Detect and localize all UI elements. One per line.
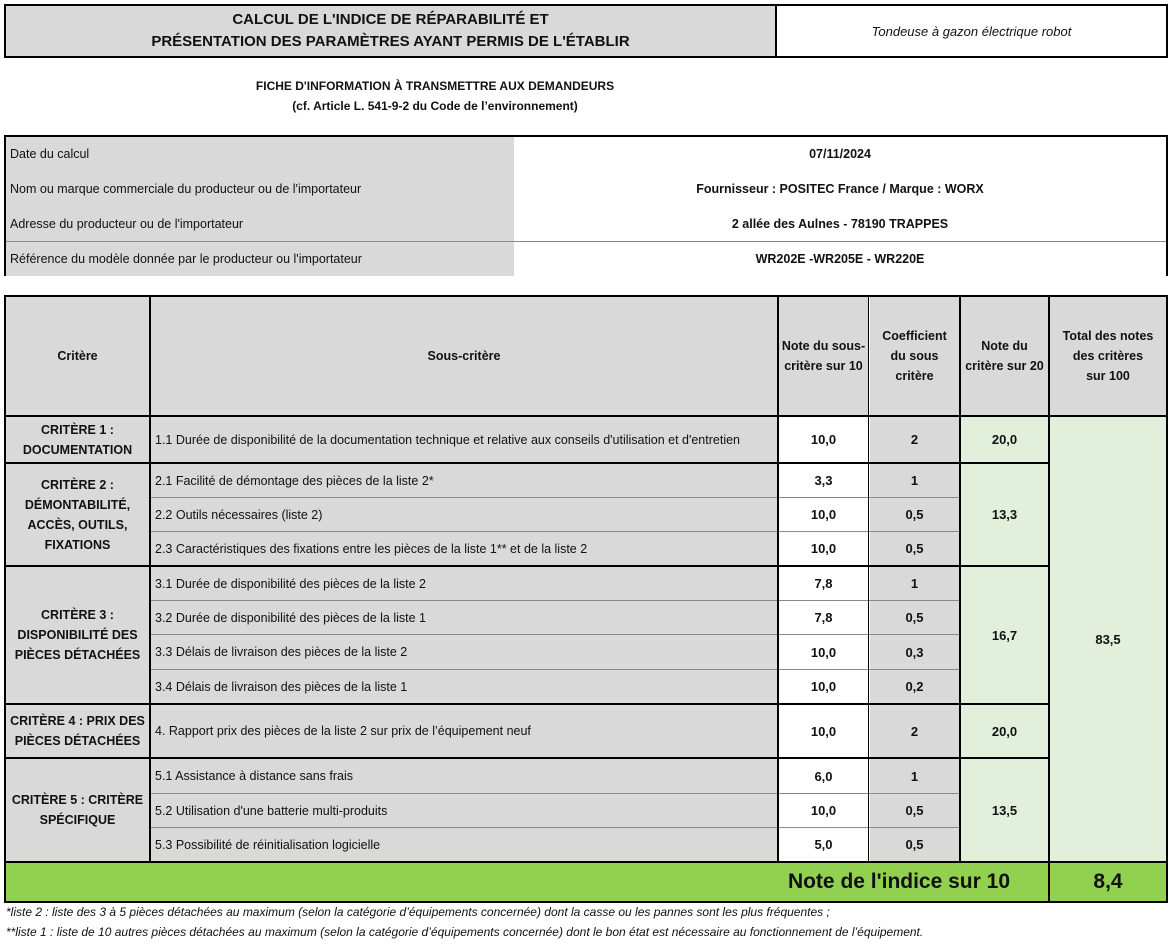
- subcriterion-coefficient: 0,5: [870, 601, 959, 634]
- total-score: 83,5: [1050, 417, 1166, 861]
- producer-info-table: [4, 135, 1168, 276]
- repairability-score-table: [4, 295, 1168, 903]
- subcriterion-coefficient: 0,3: [870, 635, 959, 669]
- criterion-4-label: [6, 705, 149, 757]
- header-criterion-score: [961, 297, 1048, 415]
- header-text: Note du: [981, 339, 1028, 353]
- subtitle-line-2: (cf. Article L. 541-9-2 du Code de l’environnement): [292, 99, 578, 113]
- subtitle-line-1: FICHE D'INFORMATION À TRANSMETTRE AUX DEMANDEURS: [255, 79, 615, 93]
- subcriterion-5-1: 5.1 Assistance à distance sans frais: [151, 759, 777, 793]
- info-label: Date du calcul: [6, 137, 518, 172]
- criterion-1-label: [6, 417, 149, 462]
- subcriterion-score: 10,0: [779, 532, 868, 565]
- info-row-producer: [6, 172, 1166, 207]
- document-title: [4, 4, 775, 58]
- subcriterion-5-3: 5.3 Possibilité de réinitialisation logicielle: [151, 828, 777, 861]
- header-subcriterion: Sous-critère: [151, 297, 777, 415]
- criterion-text: PIÈCES DÉTACHÉES: [14, 734, 141, 748]
- footnote-list-1: **liste 1 : liste de 10 autres pièces détachées au maximum (selon la catégorie d’équipements concernée) dont le bon état est nécessaire au fonctionnement de l’équipement.: [6, 925, 924, 939]
- subcriterion-coefficient: 0,5: [870, 794, 959, 827]
- header-coefficient: [870, 297, 959, 415]
- info-value: Fournisseur : POSITEC France / Marque : WORX: [514, 172, 1166, 207]
- subcriterion-coefficient: 2: [870, 705, 959, 757]
- info-value: WR202E -WR205E - WR220E: [514, 242, 1166, 277]
- criterion-text: PIÈCES DÉTACHÉES: [14, 648, 141, 662]
- subcriterion-1-1: 1.1 Durée de disponibilité de la documentation technique et relative aux conseils d'utilisation et d'entretien: [151, 417, 777, 462]
- info-label: Adresse du producteur ou de l'importateur: [6, 207, 518, 242]
- criterion-text: ACCÈS, OUTILS,: [27, 517, 128, 532]
- criterion-text: CRITÈRE 2 :: [41, 477, 114, 492]
- subcriterion-2-3: 2.3 Caractéristiques des fixations entre les pièces de la liste 1** et de la liste 2: [151, 532, 777, 565]
- subcriterion-5-2: 5.2 Utilisation d'une batterie multi-produits: [151, 794, 777, 827]
- header-text: critère: [895, 369, 934, 383]
- subcriterion-score: 7,8: [779, 567, 868, 600]
- info-label: Référence du modèle donnée par le producteur ou l'importateur: [6, 242, 518, 277]
- subcriterion-score: 10,0: [779, 794, 868, 827]
- subcriterion-3-4: 3.4 Délais de livraison des pièces de la liste 1: [151, 670, 777, 703]
- criterion-text: CRITÈRE 4 : PRIX DES: [10, 714, 145, 728]
- subcriterion-coefficient: 2: [870, 417, 959, 462]
- subcriterion-4: 4. Rapport prix des pièces de la liste 2 sur prix de l’équipement neuf: [151, 705, 777, 757]
- subcriterion-coefficient: 0,5: [870, 828, 959, 861]
- header-text: Note du sous-: [781, 339, 866, 353]
- footnote-list-2: *liste 2 : liste des 3 à 5 pièces détachées au maximum (selon la catégorie d’équipements concernée) dont la casse ou les pannes sont les plus fréquentes ;: [6, 905, 830, 919]
- criterion-text: CRITÈRE 3 :: [41, 608, 114, 622]
- title-line-2: PRÉSENTATION DES PARAMÈTRES AYANT PERMIS DE L'ÉTABLIR: [151, 33, 630, 50]
- subcriterion-score: 10,0: [779, 417, 868, 462]
- subcriterion-2-1: 2.1 Facilité de démontage des pièces de la liste 2*: [151, 464, 777, 497]
- subcriterion-coefficient: 0,5: [870, 532, 959, 565]
- subcriterion-score: 10,0: [779, 635, 868, 669]
- criterion-1-score: 20,0: [961, 417, 1048, 462]
- subcriterion-score: 10,0: [779, 670, 868, 703]
- info-label: Nom ou marque commerciale du producteur ou de l'importateur: [6, 172, 518, 207]
- criterion-2-label: [6, 464, 149, 565]
- subcriterion-score: 10,0: [779, 705, 868, 757]
- subcriterion-3-3: 3.3 Délais de livraison des pièces de la liste 2: [151, 635, 777, 669]
- criterion-text: CRITÈRE 1 :: [41, 422, 114, 437]
- header-criterion: Critère: [6, 297, 149, 415]
- criterion-3-score: 16,7: [961, 567, 1048, 703]
- criterion-2-score: 13,3: [961, 464, 1048, 565]
- header-text: du sous: [890, 349, 939, 363]
- header-text: critère sur 20: [965, 359, 1044, 373]
- product-type: Tondeuse à gazon électrique robot: [775, 4, 1168, 58]
- header-text: critère sur 10: [784, 359, 863, 373]
- criterion-4-score: 20,0: [961, 705, 1048, 757]
- index-label: Note de l'indice sur 10: [6, 863, 1048, 901]
- info-row-address: [6, 207, 1166, 242]
- criterion-text: SPÉCIFIQUE: [39, 813, 116, 827]
- subcriterion-score: 3,3: [779, 464, 868, 497]
- subcriterion-3-2: 3.2 Durée de disponibilité des pièces de la liste 1: [151, 601, 777, 634]
- subcriterion-3-1: 3.1 Durée de disponibilité des pièces de la liste 2: [151, 567, 777, 600]
- info-value: 07/11/2024: [514, 137, 1166, 172]
- subcriterion-score: 6,0: [779, 759, 868, 793]
- title-line-1: CALCUL DE L'INDICE DE RÉPARABILITÉ ET: [232, 11, 549, 28]
- subcriterion-score: 5,0: [779, 828, 868, 861]
- criterion-text: DOCUMENTATION: [22, 442, 133, 457]
- subcriterion-2-2: 2.2 Outils nécessaires (liste 2): [151, 498, 777, 531]
- subcriterion-score: 10,0: [779, 498, 868, 531]
- criterion-5-score: 13,5: [961, 759, 1048, 861]
- subcriterion-coefficient: 0,2: [870, 670, 959, 703]
- subcriterion-coefficient: 1: [870, 759, 959, 793]
- criterion-3-label: [6, 567, 149, 703]
- info-value: 2 allée des Aulnes - 78190 TRAPPES: [514, 207, 1166, 242]
- header-text: Total des notes: [1062, 329, 1154, 343]
- header-subcriterion-score: [779, 297, 868, 415]
- criterion-text: DÉMONTABILITÉ,: [24, 497, 131, 512]
- header-text: des critères: [1072, 349, 1144, 363]
- criterion-5-label: [6, 759, 149, 861]
- criterion-text: FIXATIONS: [44, 537, 111, 552]
- criterion-text: DISPONIBILITÉ DES: [17, 628, 138, 642]
- info-row-date: [6, 137, 1166, 172]
- info-row-model: [6, 242, 1166, 277]
- subcriterion-coefficient: 1: [870, 567, 959, 600]
- subcriterion-coefficient: 1: [870, 464, 959, 497]
- index-value: 8,4: [1050, 863, 1166, 901]
- header-text: Coefficient: [882, 329, 947, 343]
- subcriterion-score: 7,8: [779, 601, 868, 634]
- form-subtitle: [140, 76, 730, 116]
- header-text: sur 100: [1086, 369, 1130, 383]
- criterion-text: CRITÈRE 5 : CRITÈRE: [11, 793, 144, 807]
- subcriterion-coefficient: 0,5: [870, 498, 959, 531]
- header-total: [1050, 297, 1166, 415]
